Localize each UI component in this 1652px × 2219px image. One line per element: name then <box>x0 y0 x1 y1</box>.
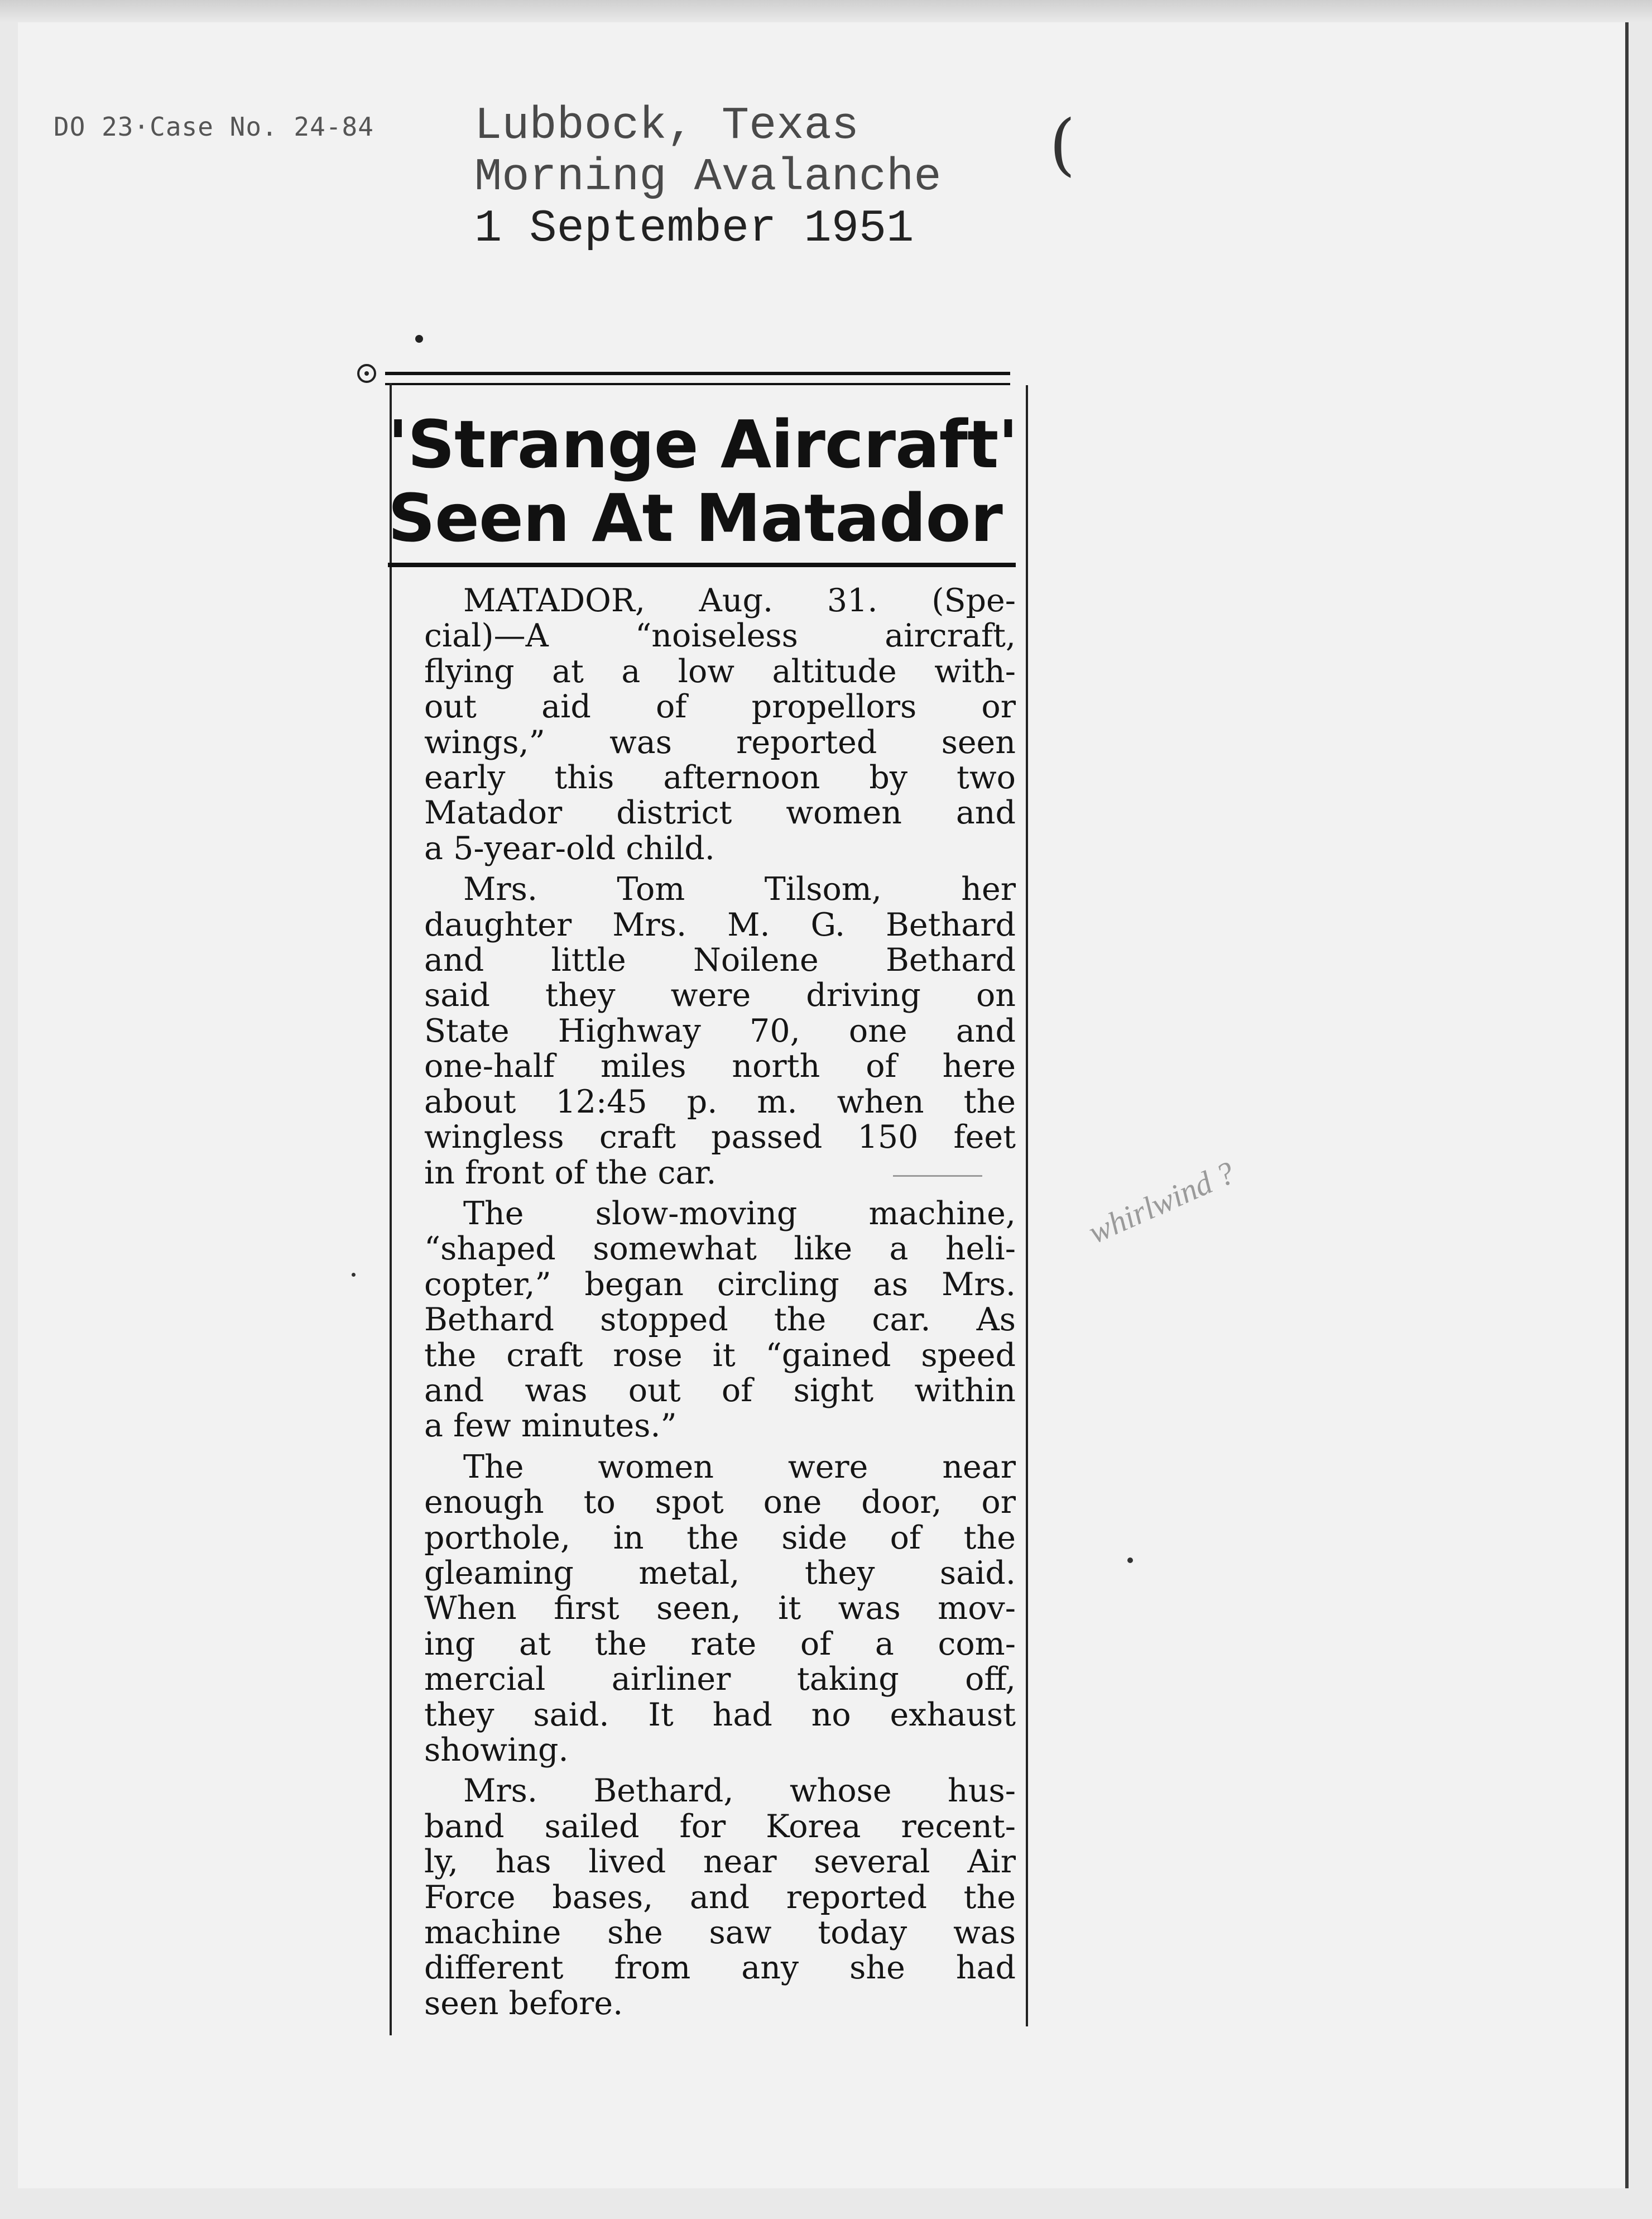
article-line: The women were near <box>463 1448 1016 1485</box>
article-paragraph <box>424 1450 1016 1769</box>
headline-line-2: Seen At Matador <box>388 480 1002 557</box>
article-paragraph <box>424 872 1016 1191</box>
top-rule-thin <box>385 383 1010 385</box>
clipping-left-edge <box>390 383 392 2035</box>
article-line: gleaming metal, they said. <box>424 1554 1016 1592</box>
article-line: band sailed for Korea recent- <box>424 1808 1016 1845</box>
ink-dot-icon <box>415 335 423 343</box>
article-line: and little Noilene Bethard <box>424 942 1016 979</box>
headline-rule <box>388 563 1016 567</box>
top-rule <box>385 372 1010 375</box>
scan-speck <box>1127 1557 1133 1563</box>
article-line: daughter Mrs. M. G. Bethard <box>424 906 1016 943</box>
article-line: the craft rose it “gained speed <box>424 1336 1016 1374</box>
article-line: Mrs. Bethard, whose hus- <box>463 1772 1016 1810</box>
article-line: about 12:45 p. m. when the <box>424 1083 1016 1120</box>
article-line: enough to spot one door, or <box>424 1484 1016 1521</box>
article-line: porthole, in the side of the <box>424 1519 1016 1556</box>
article-line: MATADOR, Aug. 31. (Spe- <box>463 582 1016 619</box>
article-line: “shaped somewhat like a heli- <box>424 1230 1016 1268</box>
article-line: wingless craft passed 150 feet <box>424 1119 1016 1156</box>
article-line: one-half miles north of here <box>424 1048 1016 1085</box>
article-line: and was out of sight within <box>424 1372 1016 1409</box>
article-line: seen before. <box>424 1985 623 2022</box>
article-paragraph <box>424 1196 1016 1444</box>
registration-mark-icon <box>357 364 376 383</box>
article-line: early this afternoon by two <box>424 759 1016 797</box>
source-location: Lubbock, Texas <box>474 100 859 152</box>
article-line: mercial airliner taking off, <box>424 1661 1016 1698</box>
article-line: out aid of propellors or <box>424 688 1016 726</box>
article-body <box>424 583 1016 2027</box>
article-line: cial)—A “noiseless aircraft, <box>424 617 1016 655</box>
article-line: flying at a low altitude with- <box>424 653 1016 690</box>
article-line: said they were driving on <box>424 977 1016 1014</box>
newspaper-clipping <box>357 363 1032 2043</box>
article-line: ing at the rate of a com- <box>424 1625 1016 1662</box>
article-line: Bethard stopped the car. As <box>424 1301 1016 1339</box>
scan-speck <box>352 1273 356 1277</box>
article-line: Mrs. Tom Tilsom, her <box>463 871 1016 908</box>
article-line: The slow-moving machine, <box>463 1195 1016 1232</box>
article-line: When first seen, it was mov- <box>424 1590 1016 1627</box>
case-number: DO 23·Case No. 24-84 <box>54 112 374 142</box>
article-paragraph <box>424 583 1016 866</box>
article-line: a 5-year-old child. <box>424 830 715 867</box>
article-line: copter,” began circling as Mrs. <box>424 1266 1016 1303</box>
article-line: showing. <box>424 1732 569 1769</box>
pencil-dash <box>893 1175 982 1177</box>
article-line: they said. It had no exhaust <box>424 1696 1016 1733</box>
headline-line-1: 'Strange Aircraft' <box>388 406 1018 483</box>
bracket-mark-icon: ( <box>1049 106 1075 184</box>
article-line: Force bases, and reported the <box>424 1878 1016 1916</box>
article-line: State Highway 70, one and <box>424 1012 1016 1049</box>
source-date: 1 September 1951 <box>474 203 914 255</box>
article-line: wings,” was reported seen <box>424 723 1016 761</box>
article-line: in front of the car. <box>424 1154 717 1191</box>
margin-note: whirlwind ? <box>1083 1154 1240 1251</box>
article-paragraph <box>424 1774 1016 2021</box>
article-line: ly, has lived near several Air <box>424 1843 1016 1881</box>
article-line: different from any she had <box>424 1949 1016 1987</box>
article-line: Matador district women and <box>424 794 1016 832</box>
scan-top-edge <box>0 0 1652 22</box>
article-line: a few minutes.” <box>424 1407 677 1445</box>
headline <box>388 408 1024 555</box>
clipping-right-edge <box>1026 385 1028 2026</box>
source-newspaper: Morning Avalanche <box>474 151 942 203</box>
article-line: machine she saw today was <box>424 1914 1016 1952</box>
source-header <box>474 100 942 255</box>
